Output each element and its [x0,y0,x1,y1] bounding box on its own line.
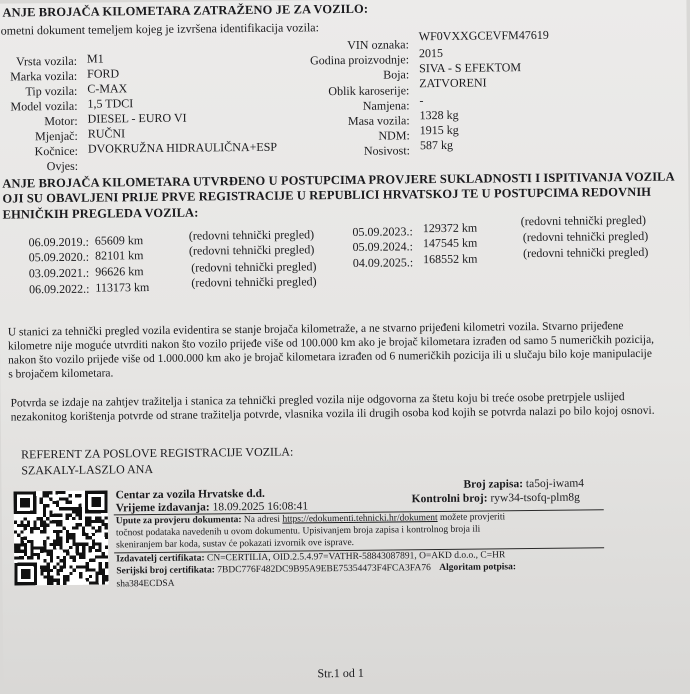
document-subtitle: ometni dokument temeljem kojeg je izvršena identifikacija vozila: [0,20,319,38]
odometer-section-title: EHNIČKIH PREGLEDA VOZILA: [2,205,199,222]
control-number [412,492,580,506]
field-value: 587 kg [419,137,453,153]
reading-date: 05.09.2020.: [28,249,90,265]
field-label: Model vozila: [10,98,78,114]
notice-line: s brojačem kilometara. [8,367,114,381]
issue-time-value: 18.09.2025 16:08:41 [212,500,309,514]
verification-text: Na adresi [243,514,281,526]
issue-time-label: Vrijeme izdavanja: [115,501,210,515]
field-label: Ovjes: [46,158,79,174]
record-number-value: ta5oj-iwam4 [525,477,585,491]
page-number: Str.1 od 1 [317,665,364,681]
notice-line: nakon što vozilo prijeđe više od 1.000.000 km ako je brojač kilometara izrađen od 6 numeričkih pozicija ili u slučaju bilo koje manipulacije [8,347,652,367]
field-label: Mjenjač: [35,128,78,144]
verification-text-line: točnost podataka navedenih u ovom dokumentu. Upisivanjem broja zapisa i kontrolnog broja ili [115,524,481,539]
reading-type: (redovni tehnički pregled) [520,212,647,229]
field-label: Motor: [44,113,78,129]
field-label: Boja: [383,67,410,82]
signature-algorithm-label: Algoritam potpisa: [439,562,517,574]
record-number-label: Broj zapisa: [463,478,524,491]
reading-type: (redovni tehnički pregled) [188,227,315,243]
reading-km: 96626 km [95,264,144,279]
odometer-notice [8,319,673,382]
record-number [463,478,584,491]
field-value: 2015 [418,45,444,61]
field-label: Nosivost: [363,143,411,158]
reading-km: 65609 km [94,233,144,248]
verification-text-line: skeniranjem bar koda, sustav će pokazati izvornik ove isprave. [116,537,355,551]
field-label: Oblik karoserije: [328,83,410,99]
field-value: 1328 kg [419,107,459,123]
reading-km: 113173 km [95,280,150,295]
field-label: Namjena: [362,98,410,113]
odometer-section-title: ANJE BROJAČA KILOMETARA UTVRĐENO U POSTUPCIMA PROVJERE SUKLADNOSTI I ISPITIVANJA VOZILA [2,169,675,191]
field-value: 1915 kg [419,122,459,138]
control-number-value: ryw34-tsofq-plm8g [490,491,580,505]
reading-date: 05.09.2023.: [352,224,413,239]
notice-line: nezakonitog korištenja potvrde od strane tražitelja potvrde, vlasnika vozila ili drugih osoba kod kojih se potvrda nalazi po bilo kojoj osnovi. [10,404,655,424]
field-value: DVOKRUŽNA HIDRAULIČNA+ESP [87,139,278,156]
referent-name: SZAKALY-LASZLO ANA [21,462,154,478]
field-label: NDM: [378,128,410,143]
field-label: Vrsta vozila: [16,53,78,69]
verification-text: možete provjeriti [439,512,506,524]
verification-link[interactable]: https://edokumenti.tehnicki.hr/dokument [282,513,438,525]
field-label: Tip vozila: [25,83,78,99]
issuer-organization: Centar za vozila Hrvatske d.d. [115,487,265,502]
reading-date: 03.09.2021.: [28,265,90,281]
notice-line: U stanici za tehnički pregled vozila evidentira se stanje brojača kilometraže, a ne stvarno prijeđeni kilometri vozila. Stvarno prijeđene [7,320,624,339]
reading-km: 129372 km [422,220,478,236]
liability-notice [11,390,675,425]
reading-date: 06.09.2019.: [28,234,89,250]
field-label: Godina proizvodnje: [309,52,410,68]
field-value: WF0VXXGCEVFM47619 [418,27,549,44]
qr-code[interactable] [14,490,109,585]
certificate-issuer-value: CN=CERTILIA, OID.2.5.4.97=VATHR-58843087891, O=AKD d.o.o., C=HR [206,550,506,564]
field-label: Kočnice: [34,143,79,159]
document-title: ANJE BROJAČA KILOMETARA ZATRAŽENO JE ZA VOZILO: [2,1,369,20]
verification-label: Upute za provjeru dokumenta: [115,515,242,527]
certificate-serial-label: Serijski broj certifikata: [116,565,215,577]
reading-km: 147545 km [422,235,478,251]
field-value: RUČNI [87,126,126,141]
reading-type: (redovni tehnički pregled) [188,242,315,258]
control-number-label: Kontrolni broj: [411,492,488,506]
field-label: Marka vozila: [10,68,78,84]
odometer-section-title: OJI SU OBAVLJENI PRIJE PRVE REGISTRACIJE U REPUBLICI HRVATSKOJ TE U POSTUPCIMA REDOVNIH [2,184,652,206]
notice-line: kilometre nije moguće utvrditi nakon što vozilo prijeđe više od 100.000 km ako je brojač kilometara izrađen od samo 5 numeričkih pozicija, [7,333,655,353]
field-label: VIN oznaka: [347,37,409,52]
reading-km: 168552 km [423,251,478,267]
reading-date: 04.09.2025.: [352,255,414,270]
reading-date: 05.09.2024.: [352,239,414,254]
field-value: 1,5 TDCI [87,96,134,111]
reading-type: (redovni tehnički pregled) [522,244,649,261]
certificate-issuer-label: Izdavatelj certifikata: [116,553,205,565]
field-value: M1 [86,51,104,66]
reading-type: (redovni tehnički pregled) [191,259,317,275]
field-label: Masa vozila: [347,113,410,128]
certificate-serial-value: 7BDC776F482DC9B95A9EBE75354473F4FCA3FA76 [217,563,431,576]
field-value: SIVA - S EFEKTOM [419,60,522,76]
field-value: C-MAX [87,81,128,96]
reading-type: (redovni tehnički pregled) [191,274,317,290]
field-value: FORD [87,66,120,81]
notice-line: Potvrda se izdaje na zahtjev tražitelja i stanica za tehnički pregled vozila nije odgovorna za štetu koju bi treće osobe pretrpjele uslijed [10,391,625,410]
reading-date: 06.09.2022.: [28,281,90,297]
signature-algorithm-value: sha384ECDSA [116,578,175,590]
certificate-serial [116,562,516,576]
field-value: DIESEL - EURO VI [87,110,187,126]
reading-type: (redovni tehnički pregled) [522,228,649,245]
field-value: - [419,93,424,108]
referent-title: REFERENT ZA POSLOVE REGISTRACIJE VOZILA: [21,444,294,462]
reading-km: 82101 km [94,248,144,263]
field-value: ZATVORENI [419,75,487,91]
